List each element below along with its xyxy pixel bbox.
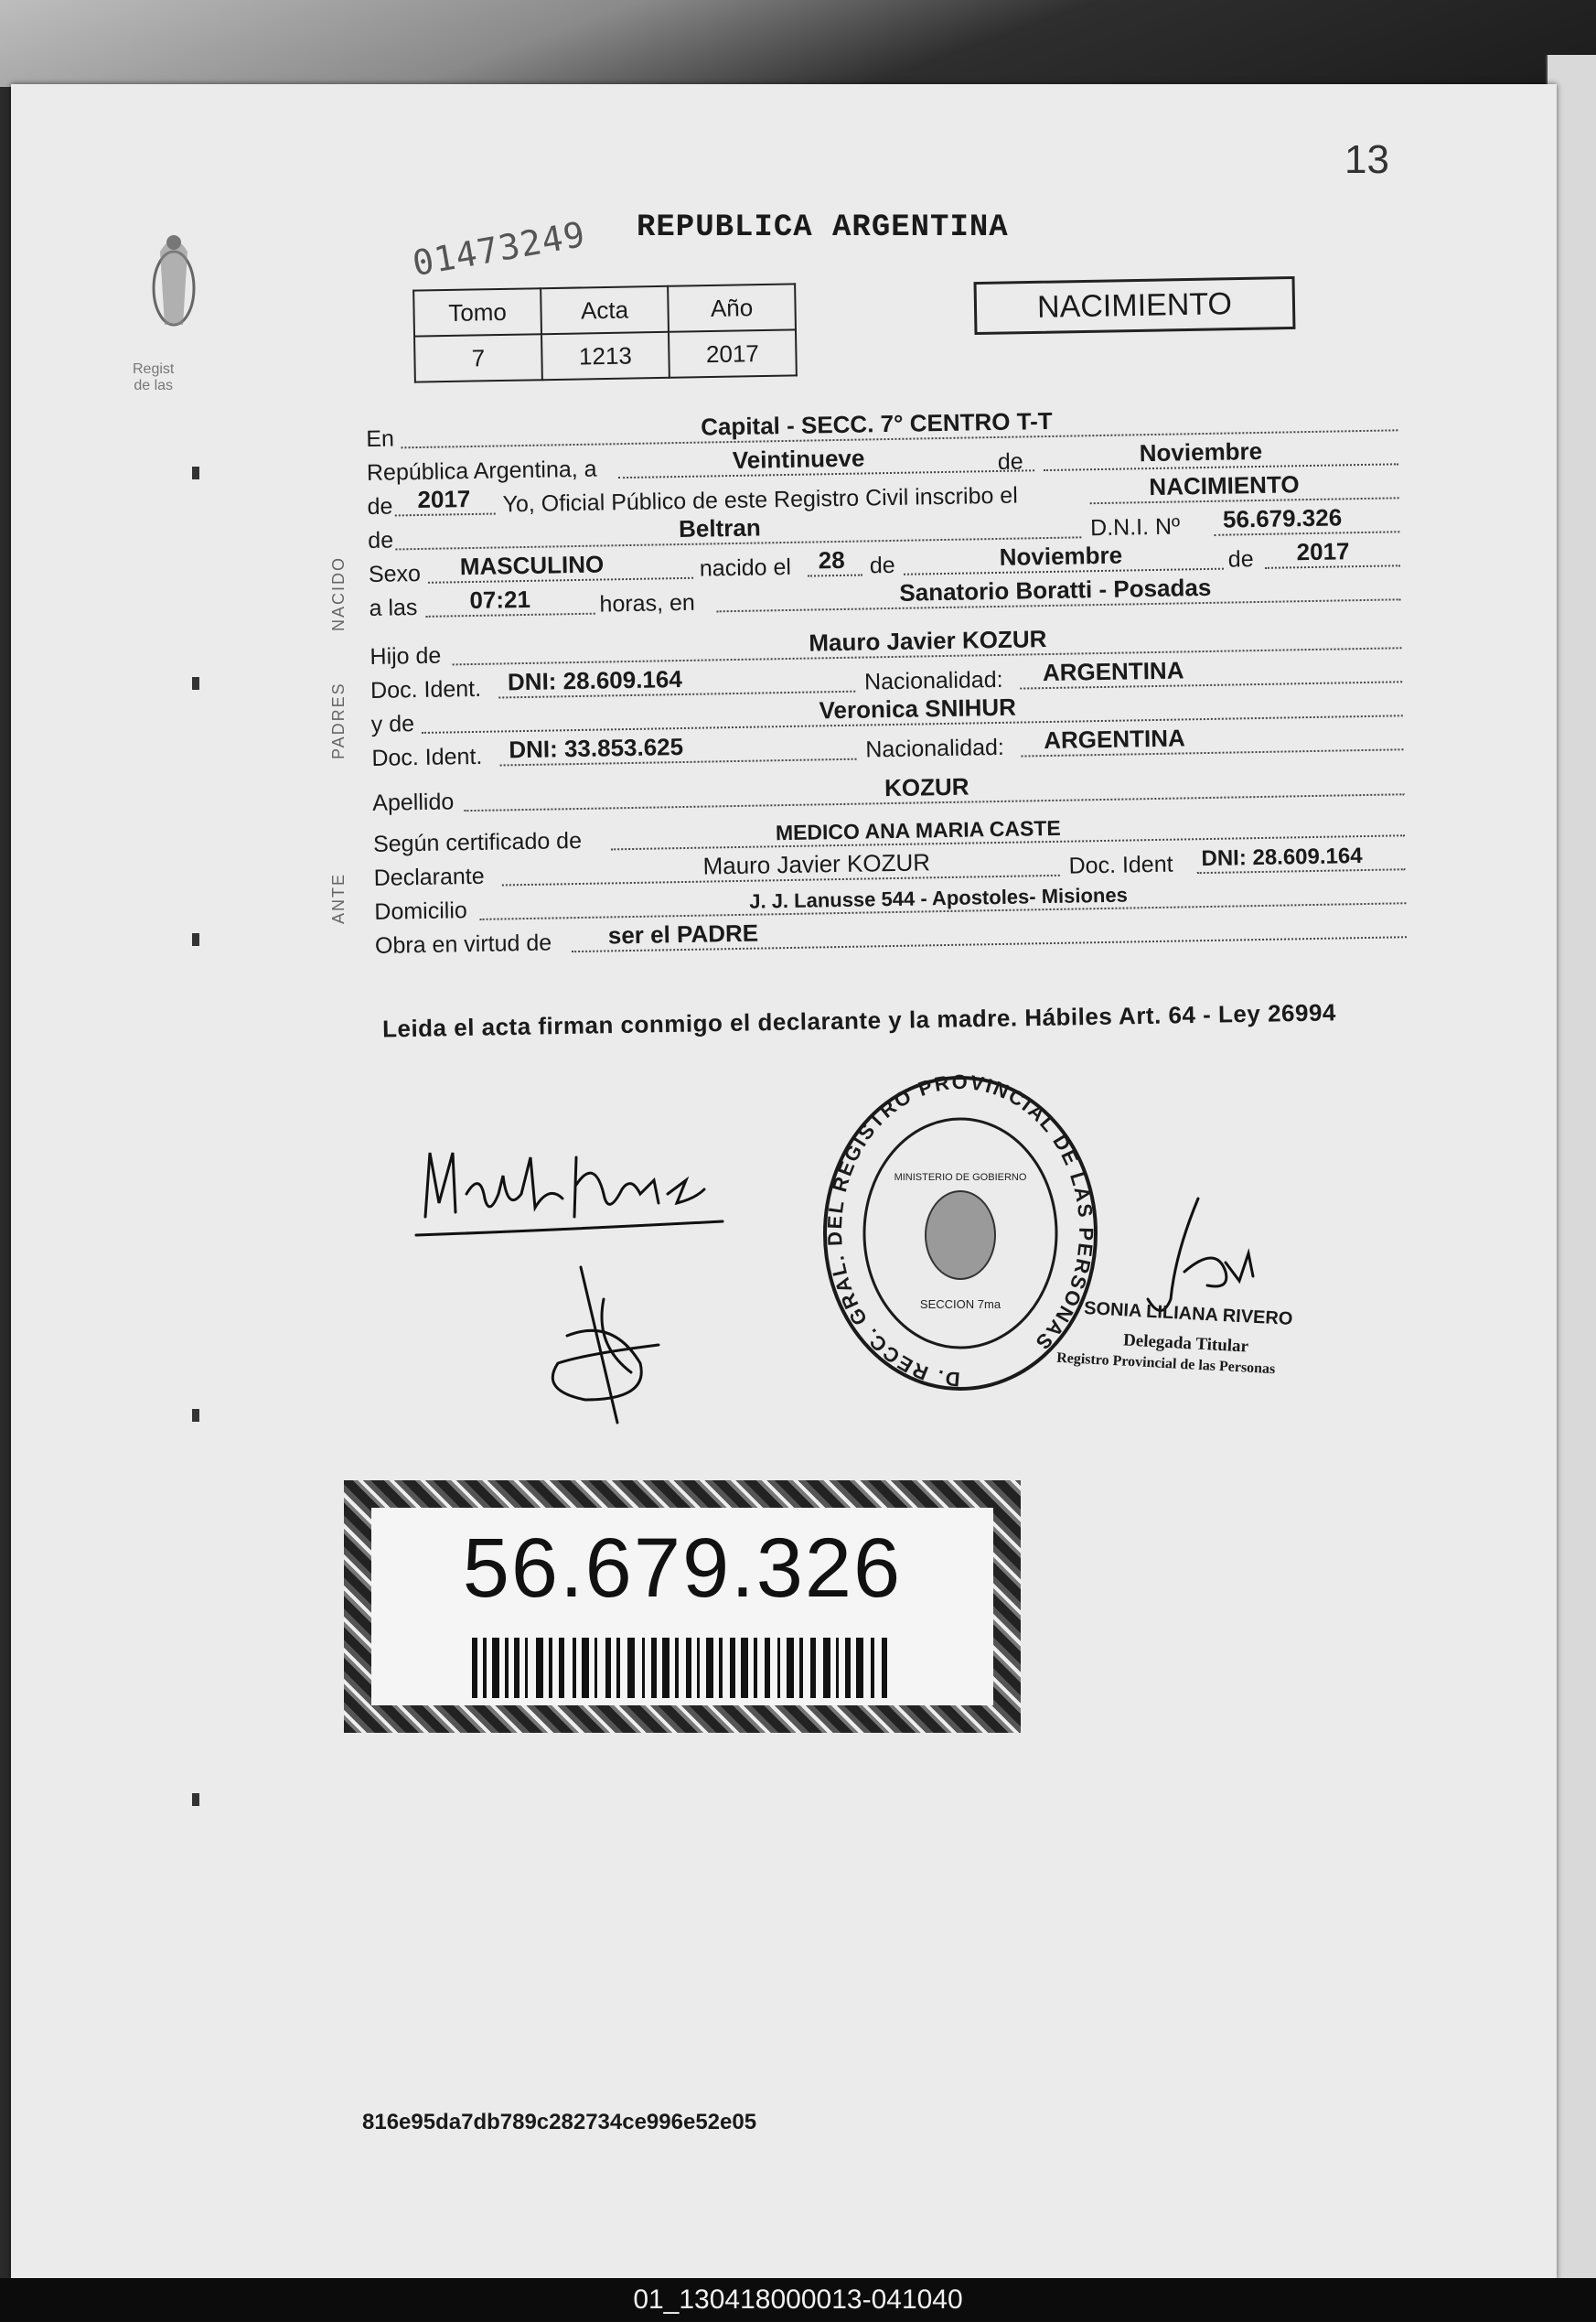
table-cell-tomo: 7 xyxy=(414,334,542,382)
value-nacido-mes: Noviembre xyxy=(999,541,1123,571)
table-header-acta: Acta xyxy=(541,286,669,334)
record-table xyxy=(412,283,798,382)
side-label-declarante: ANTE xyxy=(329,872,348,924)
label-nacido-de: de xyxy=(869,552,895,579)
value-sexo: MASCULINO xyxy=(459,550,605,581)
coat-of-arms-icon xyxy=(146,224,201,343)
value-inscribo: NACIMIENTO xyxy=(1149,470,1300,501)
table-cell-acta: 1213 xyxy=(541,332,669,380)
record-type-box: NACIMIENTO xyxy=(974,276,1296,335)
table-header-anio: Año xyxy=(668,284,796,331)
label-a-las: a las xyxy=(369,595,418,621)
label-decl-doc: Doc. Ident xyxy=(1068,851,1173,879)
document-hash: 816e95da7db789c282734ce996e52e05 xyxy=(362,2110,757,2134)
table-cell-anio: 2017 xyxy=(669,329,797,377)
page-number: 13 xyxy=(1344,137,1389,182)
side-label-nacido: NACIDO xyxy=(329,555,348,631)
label-apellido: Apellido xyxy=(372,789,455,816)
birth-record-form xyxy=(366,403,1409,962)
label-sexo: Sexo xyxy=(368,560,422,587)
value-obra: ser el PADRE xyxy=(607,919,759,950)
label-nacionalidad-madre: Nacionalidad: xyxy=(865,734,1005,763)
value-padre-nacionalidad: ARGENTINA xyxy=(1042,656,1184,687)
stamp-inner-text: MINISTERIO DE GOBIERNO xyxy=(894,1172,1027,1183)
value-nacido-anio: 2017 xyxy=(1296,537,1350,566)
label-segun-certificado: Según certificado de xyxy=(372,827,583,857)
binding-mark xyxy=(192,933,199,946)
mother-signature-icon xyxy=(530,1263,677,1436)
value-nombre: Beltran xyxy=(678,513,761,543)
side-label-padres: PADRES xyxy=(329,682,348,759)
value-apellido: KOZUR xyxy=(884,772,969,802)
label-de: de xyxy=(997,448,1023,475)
label-y-de: y de xyxy=(370,711,415,737)
official-role: Delegada Titular xyxy=(1122,1330,1249,1357)
label-yo-oficial: Yo, Oficial Público de este Registro Civil inscribo el xyxy=(502,482,1019,518)
stamp-bottom-text: SECCION 7ma xyxy=(919,1297,1002,1311)
label-de-nombre: de xyxy=(368,527,394,554)
barcode-label xyxy=(371,1508,993,1705)
label-hijo-de: Hijo de xyxy=(370,642,442,670)
barcode-number: 56.679.326 xyxy=(462,1521,903,1615)
label-doc-ident-padre: Doc. Ident. xyxy=(370,675,482,704)
value-mes: Noviembre xyxy=(1139,436,1263,468)
serial-stamp: 01473249 xyxy=(409,213,589,285)
table-header-tomo: Tomo xyxy=(413,288,541,336)
label-nacionalidad-padre: Nacionalidad: xyxy=(863,666,1003,695)
value-madre-doc: DNI: 33.853.625 xyxy=(509,732,684,764)
barcode-sticker xyxy=(344,1480,1021,1733)
label-horas-en: horas, en xyxy=(599,589,696,618)
value-nacido-dia: 28 xyxy=(818,545,845,575)
binding-mark xyxy=(192,1793,199,1806)
value-decl-doc: DNI: 28.609.164 xyxy=(1201,844,1363,872)
value-domicilio: J. J. Lanusse 544 - Apostoles- Misiones xyxy=(749,883,1129,913)
registry-logo-text: Regist de las xyxy=(133,361,175,393)
value-madre-nacionalidad: ARGENTINA xyxy=(1043,724,1186,755)
binding-mark xyxy=(192,1409,199,1422)
label-dni: D.N.I. Nº xyxy=(1089,513,1181,542)
value-certificado: MEDICO ANA MARIA CASTE xyxy=(775,815,1061,845)
stamp-ring-text: D. RECC. GRAL. DEL REGISTRO PROVINCIAL DE LAS PERSONAS xyxy=(822,1070,1098,1392)
value-madre: Veronica SNIHUR xyxy=(819,693,1017,725)
document-title: REPUBLICA ARGENTINA xyxy=(637,210,1009,245)
background-top xyxy=(0,0,1596,87)
barcode-bars-icon xyxy=(472,1638,893,1698)
official-name: SONIA LILIANA RIVERO xyxy=(1083,1298,1293,1329)
value-lugar-inscripcion: Capital - SECC. 7° CENTRO T-T xyxy=(700,406,1053,441)
label-nacido-el: nacido el xyxy=(699,554,792,582)
value-padre-doc: DNI: 28.609.164 xyxy=(507,665,683,696)
value-anio: 2017 xyxy=(417,485,471,514)
binding-mark xyxy=(192,677,199,690)
value-dni: 56.679.326 xyxy=(1222,503,1343,533)
label-doc-ident-madre: Doc. Ident. xyxy=(371,743,483,771)
value-hora: 07:21 xyxy=(469,585,531,615)
label-domicilio: Domicilio xyxy=(374,898,468,925)
closing-statement: Leida el acta firman conmigo el declarante y la madre. Hábiles Art. 64 - Ley 26994 xyxy=(381,998,1337,1043)
label-republica: República Argentina, a xyxy=(366,456,597,486)
scan-footer-id: 01_130418000013-041040 xyxy=(0,2278,1596,2322)
value-lugar-nacimiento: Sanatorio Boratti - Posadas xyxy=(899,573,1212,607)
label-declarante: Declarante xyxy=(373,863,485,891)
official-institution: Registro Provincial de las Personas xyxy=(1055,1349,1276,1378)
value-declarante: Mauro Javier KOZUR xyxy=(702,848,931,880)
binding-mark xyxy=(192,467,199,479)
label-de-anio: de xyxy=(367,493,393,520)
declarant-signature-icon xyxy=(412,1130,741,1249)
label-en: En xyxy=(366,425,395,452)
label-nacido-de2: de xyxy=(1227,546,1254,573)
value-dia: Veintinueve xyxy=(732,444,865,475)
label-obra: Obra en virtud de xyxy=(374,930,552,959)
value-padre: Mauro Javier KOZUR xyxy=(809,625,1047,657)
